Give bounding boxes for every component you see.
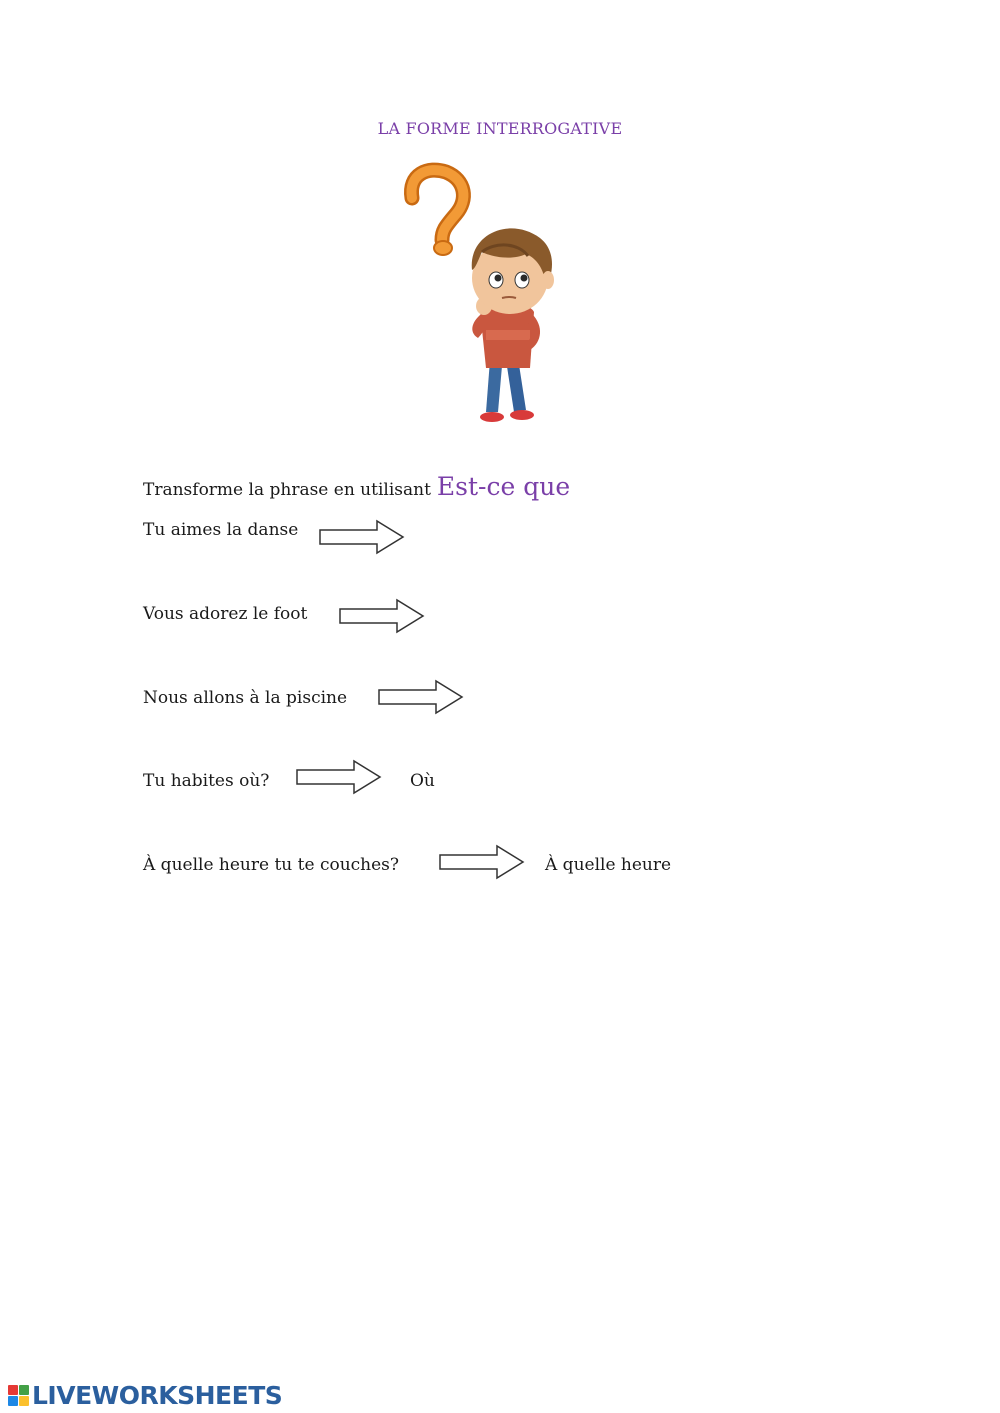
exercise-1-sentence: Tu aimes la danse <box>143 520 299 540</box>
instruction-text: Transforme la phrase en utilisant <box>143 480 431 500</box>
thinking-boy-illustration <box>398 160 578 440</box>
logo-text: LIVEWORKSHEETS <box>32 1380 283 1410</box>
arrow-right-icon <box>378 679 464 715</box>
arrow-right-icon <box>319 519 405 555</box>
liveworksheets-logo[interactable] <box>8 1380 282 1410</box>
thinking-boy-icon <box>398 160 578 440</box>
exercise-5-sentence: À quelle heure tu te couches? <box>143 855 400 875</box>
arrow-right-icon <box>339 598 425 634</box>
exercise-5-hint: À quelle heure <box>545 855 672 875</box>
instruction-keyword: Est-ce que <box>436 472 571 501</box>
exercise-3-sentence: Nous allons à la piscine <box>143 688 348 708</box>
page-title: LA FORME INTERROGATIVE <box>377 119 623 138</box>
arrow-right-icon <box>296 759 382 795</box>
exercise-4-hint: Où <box>410 771 435 791</box>
logo-blocks-icon <box>8 1385 29 1406</box>
arrow-right-icon <box>439 844 525 880</box>
exercise-2-sentence: Vous adorez le foot <box>143 604 308 624</box>
instruction <box>143 472 570 501</box>
exercise-4-sentence: Tu habites où? <box>143 771 270 791</box>
